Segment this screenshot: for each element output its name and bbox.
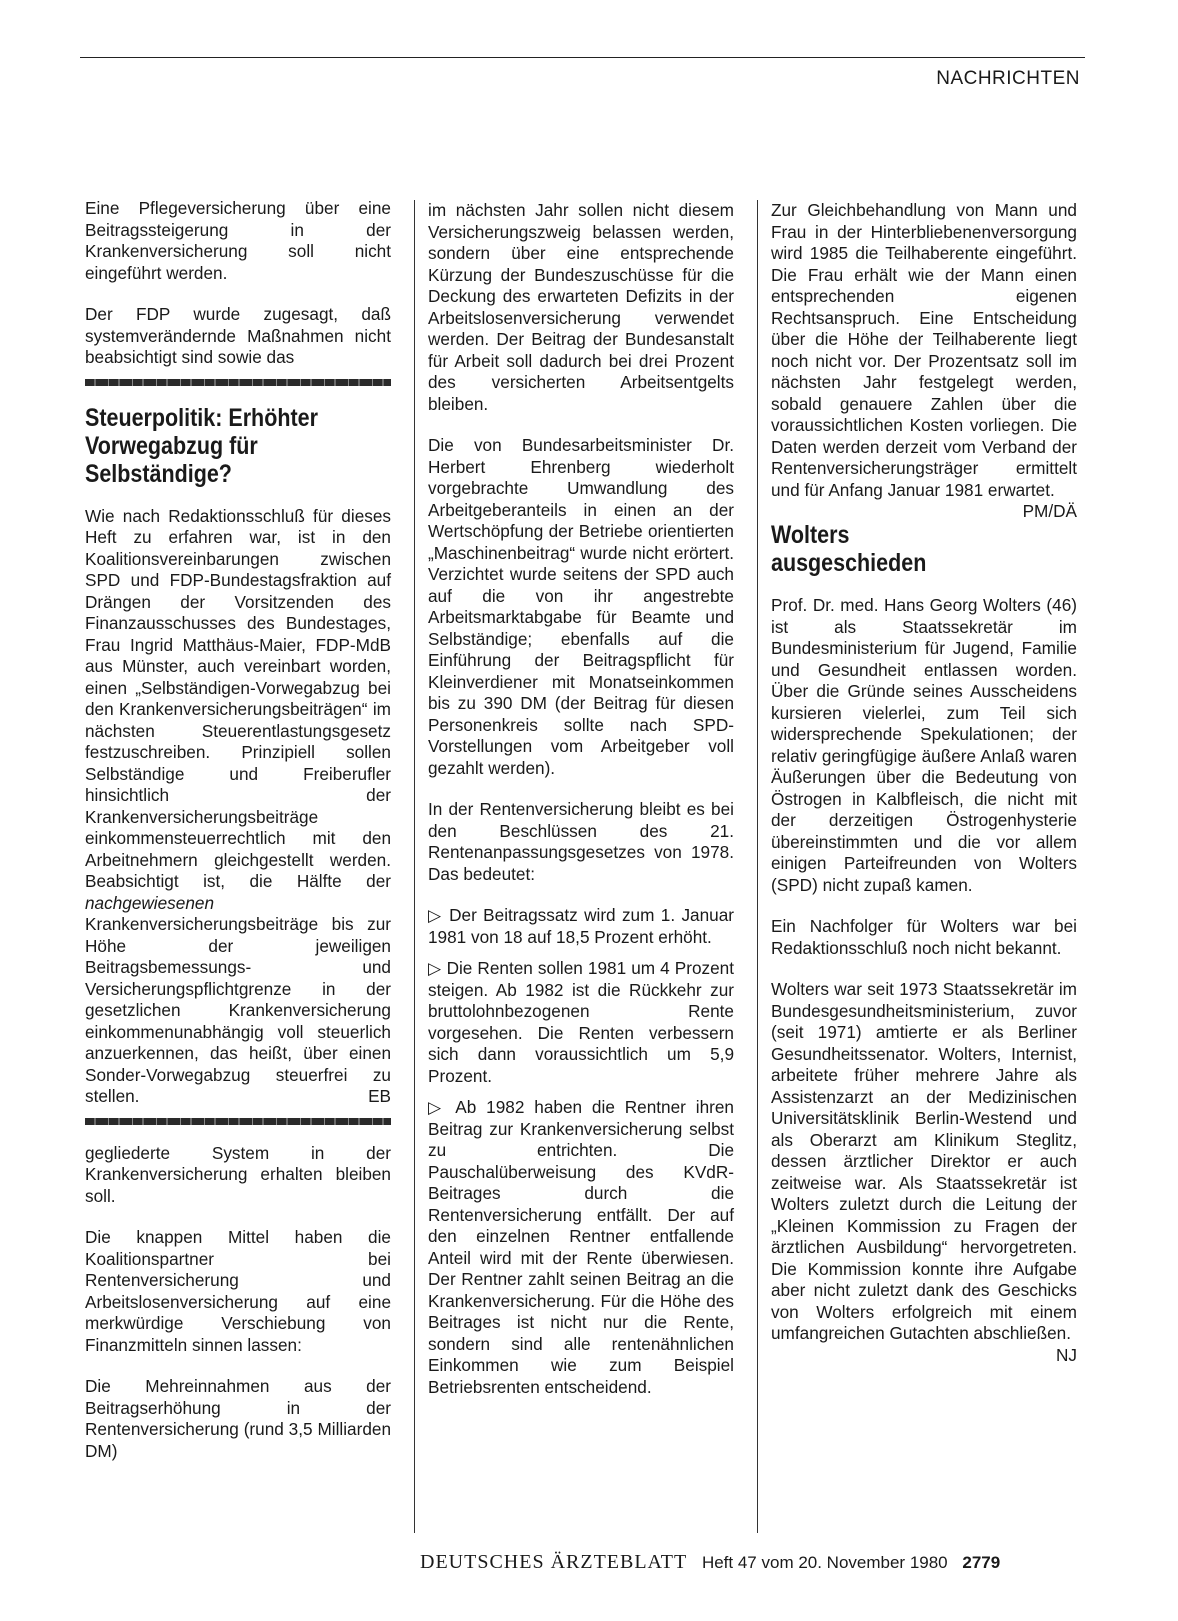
paragraph xyxy=(771,979,1077,1365)
top-rule xyxy=(80,57,1085,58)
column-divider xyxy=(757,200,758,1533)
text: Wolters war seit 1973 Staatssekretär im Bundesgesundheitsministerium, zuvor (seit 1971) amtierte er als Berliner Gesundheitssenator. Wolters, Internist, arbeitete früher mehrere Jahre als Assistenzarzt an der Medizinischen Universitätsklinik Berlin-Westend und als Oberarzt am Klinikum Steglitz, dessen ärztlicher Direktor er auch zeitweise war. Als Staatssekretär ist Wolters zuletzt durch die Leitung der „Kleinen Kommission zu Fragen der ärztlichen Ausbildung“ hervorgetreten. Die Kommission konnte ihre Aufgabe aber nicht zuletzt dank des Geschicks von Wolters erfolgreich mit einem umfangreichen Gutachten abschließen. xyxy=(771,979,1077,1343)
paragraph: gegliederte System in der Krankenversicherung erhalten bleiben soll. xyxy=(85,1142,391,1206)
author-sign: EB xyxy=(368,1086,391,1106)
headline-steuerpolitik: Steuerpolitik: Erhöhter Vorwegabzug für Selbständige? xyxy=(85,403,318,488)
author-sign: PM/DÄ xyxy=(1022,501,1077,521)
separator-bar xyxy=(85,379,391,386)
paragraph: im nächsten Jahr sollen nicht diesem Versicherungszweig belassen werden, sondern über eine entsprechende Kürzung der Bundeszuschüsse für die Deckung des erwarteten Defizits in der Arbeitslosenversicherung verwendet werden. Der Beitrag der Bundesanstalt für Arbeit soll dadurch bei drei Prozent des versicherten Arbeitsentgelts bleiben. xyxy=(428,200,734,414)
author-sign: NJ xyxy=(1055,1344,1077,1365)
column-1 xyxy=(85,198,391,1482)
column-3 xyxy=(771,200,1077,1366)
bullet-item: ▷ Die Renten sollen 1981 um 4 Prozent steigen. Ab 1982 ist die Rückkehr zur bruttolohnbezogenen Rente vorgesehen. Die Renten verbessern sich dann voraussichtlich um 5,9 Prozent. xyxy=(428,958,734,1086)
issue-info: Heft 47 vom 20. November 1980 xyxy=(701,1553,948,1572)
section-label: NACHRICHTEN xyxy=(936,68,1080,89)
paragraph: Die knappen Mittel haben die Koalitionspartner bei Rentenversicherung und Arbeitslosenversicherung auf eine merkwürdige Verschiebung von Finanzmitteln sinnen lassen: xyxy=(85,1227,391,1355)
paragraph: Die Mehreinnahmen aus der Beitragserhöhung in der Rentenversicherung (rund 3,5 Milliarden DM) xyxy=(85,1376,391,1461)
text: Zur Gleichbehandlung von Mann und Frau in der Hinterbliebenenversorgung wird 1985 die Teilhaberente eingeführt. Die Frau erhält wie der Mann einen entsprechenden eigenen Rechtsanspruch. Eine Entscheidung über die Höhe der Teilhaberente liegt noch nicht vor. Der Prozentsatz soll im nächsten Jahr festgelegt werden, sobald genauere Zahlen über die voraussichtlichen Kosten vorliegen. Die Daten werden derzeit vom Verband der Rentenversicherungsträger ermittelt und für Anfang Januar 1981 erwartet. xyxy=(771,200,1077,500)
paragraph: Ein Nachfolger für Wolters war bei Redaktionsschluß noch nicht bekannt. xyxy=(771,916,1077,958)
paragraph: In der Rentenversicherung bleibt es bei den Beschlüssen des 21. Rentenanpassungsgesetzes von 1978. Das bedeutet: xyxy=(428,799,734,884)
article-steuerpolitik xyxy=(85,506,391,1108)
paragraph xyxy=(771,200,1077,521)
paragraph: Prof. Dr. med. Hans Georg Wolters (46) ist als Staatssekretär im Bundesministerium für Jugend, Familie und Gesundheit entlassen worden. Über die Gründe seines Ausscheidens kursieren vielerlei, zum Teil sich widersprechende Spekulationen; der relativ geringfügige äußere Anlaß waren Äußerungen über die Bedeutung von Östrogen in Kalbfleisch, die nicht mit der derzeitigen Östrogenhysterie übereinstimmten und die vor allem einigen Parteifreunden von Wolters (SPD) nicht zupaß kamen. xyxy=(771,595,1077,895)
paragraph: Die von Bundesarbeitsminister Dr. Herbert Ehrenberg wiederholt vorgebrachte Umwandlung des Arbeitgeberanteils in einen an der Wertschöpfung der Betriebe orientierten „Maschinenbeitrag“ wurde nicht erörtert. Verzichtet wurde seitens der SPD auch auf die von ihr angestrebte Arbeitsmarktabgabe für Beamte und Selbständige; ebenfalls auf die Einführung der Beitragspflicht für Kleinverdiener mit Monatseinkommen bis zu 390 DM (der Beitrag für diesen Personenkreis sollte nach SPD-Vorstellungen vom Arbeitgeber voll gezahlt werden). xyxy=(428,435,734,778)
journal-name: DEUTSCHES ÄRZTEBLATT xyxy=(420,1551,688,1573)
text: Wie nach Redaktionsschluß für dieses Heft zu erfahren war, ist in den Koalitionsvereinbarungen zwischen SPD und FDP-Bundestagsfraktion auf Drängen der Vorsitzenden des Finanzausschusses des Bundestages, Frau Ingrid Matthäus-Maier, FDP-MdB aus Münster, auch vereinbart worden, einen „Selbständigen-Vorwegabzug bei den Krankenversicherungsbeiträgen“ im nächsten Steuerentlastungsgesetz festzuschreiben. Prinzipiell sollen Selbständige und Freiberufler hinsichtlich der Krankenversicherungsbeiträge einkommensteuerrechtlich mit den Arbeitnehmern gleichgestellt werden. Beabsichtigt ist, die Hälfte der xyxy=(85,505,391,891)
separator-bar xyxy=(85,1118,391,1125)
paragraph: Eine Pflegeversicherung über eine Beitragssteigerung in der Krankenversicherung soll nicht eingeführt werden. xyxy=(85,198,391,283)
text: Krankenversicherungsbeiträge bis zur Höhe der jeweiligen Beitragsbemessungs- und Versicherungspflichtgrenze in der gesetzlichen Krankenversicherung einkommenunabhängig voll steuerlich anzuerkennen, das heißt, über einen Sonder-Vorwegabzug steuerfrei zu stellen. xyxy=(85,914,391,1106)
emphasis: nachgewiesenen xyxy=(85,892,215,913)
bullet-item: ▷ Ab 1982 haben die Rentner ihren Beitrag zur Krankenversicherung selbst zu entrichten. Die Pauschalüberweisung des KVdR-Beitrages durch die Rentenversicherung entfällt. Der auf den einzelnen Rentner entfallende Anteil wird mit der Rente überwiesen. Der Rentner zahlt seinen Beitrag an die Krankenversicherung. Für die Höhe des Beitrages ist nicht nur die Rente, sondern sind alle rentenähnlichen Einkommen wie zum Beispiel Betriebsrenten entscheidend. xyxy=(428,1097,734,1397)
paragraph: Der FDP wurde zugesagt, daß systemverändernde Maßnahmen nicht beabsichtigt sind sowie das xyxy=(85,304,391,367)
page-number: 2779 xyxy=(962,1553,1001,1572)
column-2 xyxy=(428,200,734,1408)
column-divider xyxy=(414,200,415,1533)
headline-wolters: Wolters ausgeschieden xyxy=(771,521,927,577)
page-footer xyxy=(420,1551,1000,1574)
bullet-item: ▷ Der Beitragssatz wird zum 1. Januar 1981 von 18 auf 18,5 Prozent erhöht. xyxy=(428,905,734,947)
